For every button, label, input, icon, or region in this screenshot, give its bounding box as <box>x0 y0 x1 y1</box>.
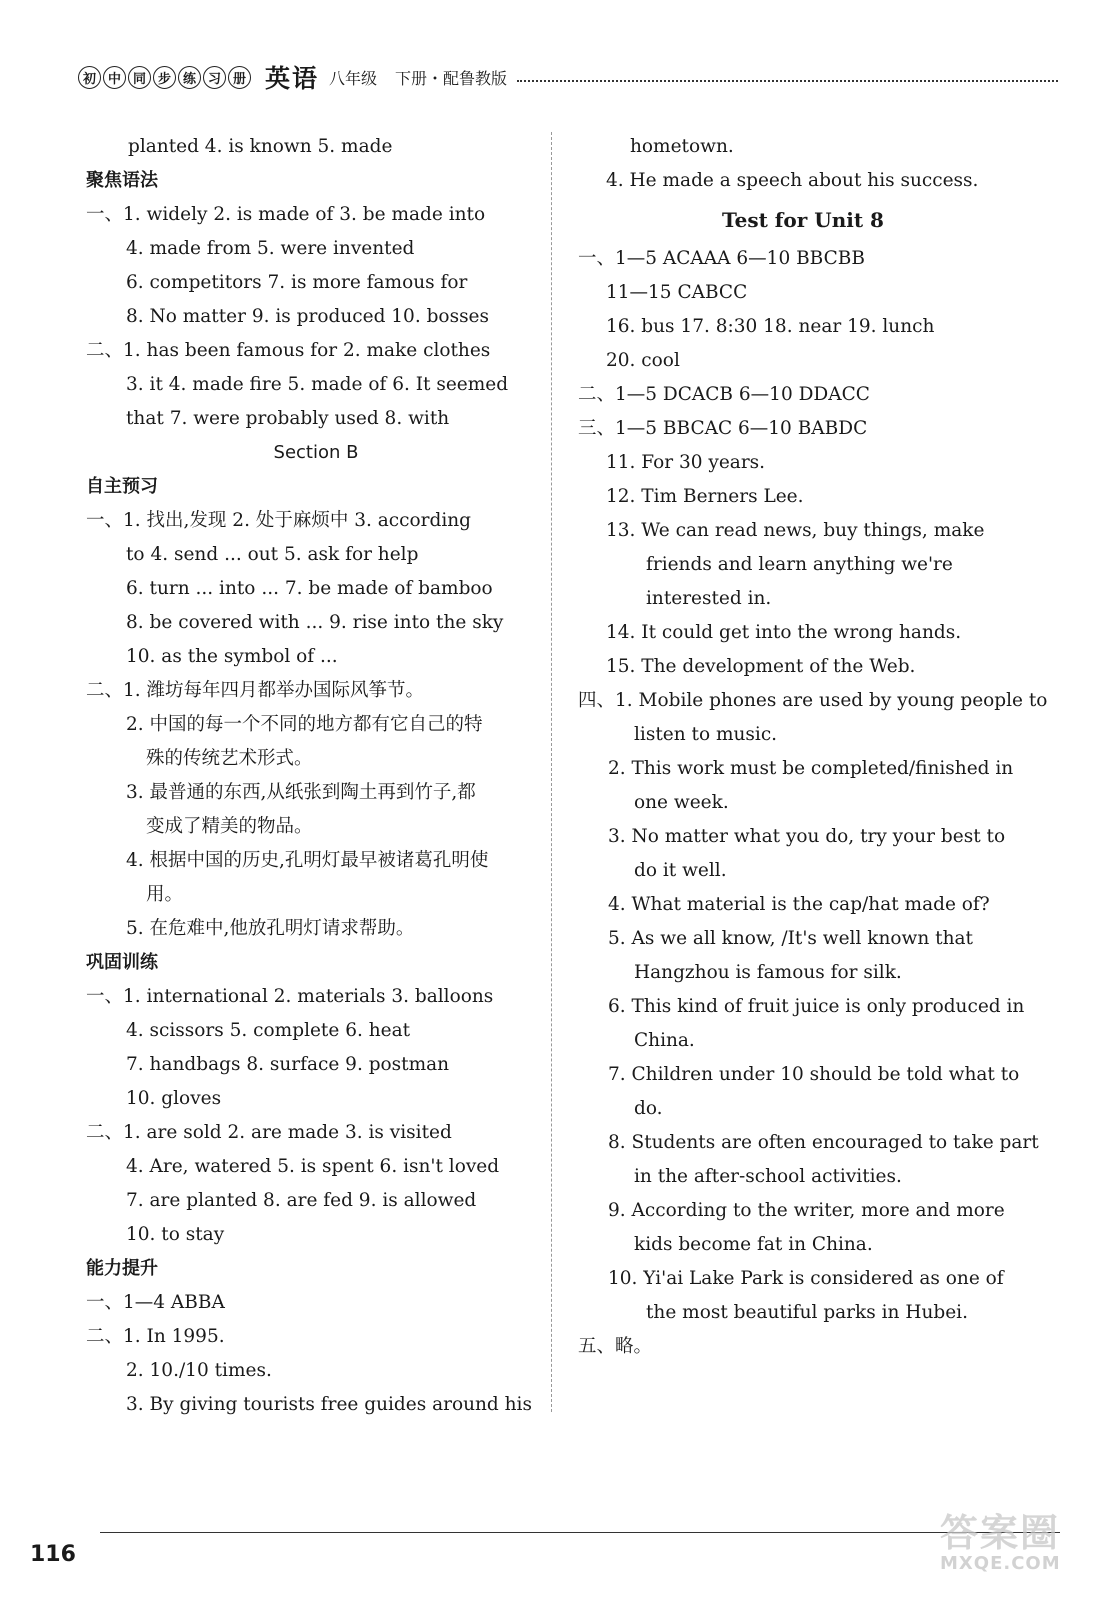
answer-text: do it well. <box>634 860 727 881</box>
answer-text: 3. it 4. made fire 5. made of 6. It seemed <box>126 374 509 395</box>
answer-line <box>86 640 546 674</box>
answer-text: in the after-school activities. <box>634 1166 902 1187</box>
answer-line <box>86 572 546 606</box>
answer-text: 2. 10./10 times. <box>126 1360 272 1381</box>
answer-line <box>578 1330 1028 1364</box>
answer-line <box>86 708 546 742</box>
answer-text: Hangzhou is famous for silk. <box>634 962 902 983</box>
left-column <box>86 130 546 1422</box>
answer-text: 8. Students are often encouraged to take part <box>608 1132 1039 1153</box>
answer-text: 7. are planted 8. are fed 9. is allowed <box>126 1190 477 1211</box>
column-divider <box>551 132 552 1412</box>
answer-text: 11. For 30 years. <box>606 452 766 473</box>
answer-line <box>86 368 546 402</box>
answer-text: 殊的传统艺术形式。 <box>146 748 313 769</box>
series-badges <box>78 66 251 89</box>
series-badge: 练 <box>178 66 201 89</box>
answer-line <box>578 378 1028 412</box>
answer-text: 3. No matter what you do, try your best to <box>608 826 1006 847</box>
answer-text: 4. made from 5. were invented <box>126 238 415 259</box>
answer-line <box>578 786 1028 820</box>
answer-text: one week. <box>634 792 729 813</box>
answer-text: 聚焦语法 <box>86 170 158 191</box>
answer-line <box>86 1320 546 1354</box>
answer-line <box>578 446 1028 480</box>
answer-line <box>578 242 1028 276</box>
page-header <box>78 60 1058 94</box>
answer-text: 二、1. In 1995. <box>86 1326 225 1347</box>
answer-line <box>578 130 1028 164</box>
answer-text: 6. competitors 7. is more famous for <box>126 272 468 293</box>
answer-line <box>86 1218 546 1252</box>
watermark-logo <box>940 1502 1090 1582</box>
section-heading <box>86 164 546 198</box>
answer-text: 10. to stay <box>126 1224 225 1245</box>
answer-text: 一、1. international 2. materials 3. balloons <box>86 986 494 1007</box>
section-heading <box>86 470 546 504</box>
answer-line <box>578 650 1028 684</box>
answer-line <box>578 616 1028 650</box>
answer-text: 自主预习 <box>86 476 158 497</box>
answer-text: the most beautiful parks in Hubei. <box>646 1302 968 1323</box>
answer-text: 五、略。 <box>578 1336 653 1357</box>
answer-text: 二、1—5 DCACB 6—10 DDACC <box>578 384 870 405</box>
page-number: 116 <box>30 1542 76 1567</box>
answer-line <box>578 412 1028 446</box>
answer-text: kids become fat in China. <box>634 1234 873 1255</box>
answer-line <box>86 504 546 538</box>
answer-line <box>86 844 546 878</box>
answer-line <box>578 310 1028 344</box>
answer-text: 9. According to the writer, more and more <box>608 1200 1005 1221</box>
answer-line <box>86 912 546 946</box>
answer-line <box>86 1048 546 1082</box>
answer-line <box>578 514 1028 548</box>
answer-text: 8. No matter 9. is produced 10. bosses <box>126 306 489 327</box>
answer-line <box>86 232 546 266</box>
answer-line <box>86 606 546 640</box>
series-badge: 中 <box>103 66 126 89</box>
answer-line <box>86 1150 546 1184</box>
answer-text: 巩固训练 <box>86 952 158 973</box>
answer-text: Test for Unit 8 <box>722 208 884 232</box>
answer-text: 四、1. Mobile phones are used by young people to <box>578 690 1048 711</box>
answer-text: hometown. <box>630 136 734 157</box>
answer-line <box>578 480 1028 514</box>
series-badge: 习 <box>203 66 226 89</box>
header-dotted-rule <box>517 80 1058 82</box>
answer-line <box>86 1354 546 1388</box>
answer-line <box>578 1296 1028 1330</box>
answer-line <box>86 1388 546 1422</box>
answer-text: 4. He made a speech about his success. <box>606 170 979 191</box>
answer-text: 12. Tim Berners Lee. <box>606 486 804 507</box>
answer-line <box>578 1160 1028 1194</box>
answer-text: 7. handbags 8. surface 9. postman <box>126 1054 450 1075</box>
answer-line <box>578 752 1028 786</box>
series-badge: 册 <box>228 66 251 89</box>
answer-text: 2. This work must be completed/finished in <box>608 758 1014 779</box>
answer-line <box>578 1058 1028 1092</box>
answer-text: friends and learn anything we're <box>646 554 953 575</box>
answer-line <box>86 1286 546 1320</box>
answer-line <box>86 334 546 368</box>
answer-text: 15. The development of the Web. <box>606 656 916 677</box>
answer-line <box>578 1092 1028 1126</box>
answer-text: 11—15 CABCC <box>606 282 748 303</box>
answer-text: 8. be covered with ... 9. rise into the sky <box>126 612 504 633</box>
answer-line <box>86 810 546 844</box>
watermark-main-text: 答案圈 <box>940 1511 1061 1555</box>
answer-line <box>578 684 1048 718</box>
answer-text: 4. What material is the cap/hat made of? <box>608 894 990 915</box>
answer-line <box>86 1184 546 1218</box>
answer-line <box>86 402 546 436</box>
answer-text: 7. Children under 10 should be told what to <box>608 1064 1020 1085</box>
answer-text: 一、1—5 ACAAA 6—10 BBCBB <box>578 248 865 269</box>
answer-line <box>86 878 546 912</box>
answer-line <box>578 956 1028 990</box>
answer-line <box>578 854 1028 888</box>
answer-line <box>578 164 1028 198</box>
answer-line <box>578 888 1028 922</box>
answer-line <box>578 820 1028 854</box>
section-heading <box>86 1252 546 1286</box>
answer-line <box>86 742 546 776</box>
answer-line <box>86 436 546 470</box>
test-title <box>578 198 1028 242</box>
answer-text: China. <box>634 1030 695 1051</box>
answer-line <box>578 344 1028 378</box>
answer-line <box>86 130 546 164</box>
answer-text: 能力提升 <box>86 1258 158 1279</box>
answer-text: do. <box>634 1098 663 1119</box>
answer-text: 二、1. 潍坊每年四月都举办国际风筝节。 <box>86 680 425 701</box>
answer-line <box>578 718 1028 752</box>
grade-label: 八年级 <box>329 68 378 88</box>
answer-text: 5. 在危难中,他放孔明灯请求帮助。 <box>126 918 415 939</box>
series-badge: 初 <box>78 66 101 89</box>
answer-line <box>86 300 546 334</box>
answer-text: 2. 中国的每一个不同的地方都有它自己的特 <box>126 714 483 735</box>
answer-text: listen to music. <box>634 724 778 745</box>
answer-line <box>578 1262 1028 1296</box>
answer-text: 一、1—4 ABBA <box>86 1292 225 1313</box>
answer-line <box>86 674 546 708</box>
answer-text: 三、1—5 BBCAC 6—10 BABDC <box>578 418 868 439</box>
answer-text: 20. cool <box>606 350 680 371</box>
answer-text: 13. We can read news, buy things, make <box>606 520 985 541</box>
answer-line <box>578 922 1028 956</box>
answer-line <box>86 1082 546 1116</box>
answer-text: 10. Yi'ai Lake Park is considered as one of <box>608 1268 1004 1289</box>
answer-text: 5. As we all know, /It's well known that <box>608 928 973 949</box>
answer-text: interested in. <box>646 588 772 609</box>
page-footer <box>30 1532 1030 1572</box>
answer-line <box>86 198 546 232</box>
answer-line <box>86 1014 546 1048</box>
answer-line <box>578 1024 1028 1058</box>
answer-line <box>578 990 1028 1024</box>
answer-text: 4. 根据中国的历史,孔明灯最早被诸葛孔明使 <box>126 850 489 871</box>
answer-line <box>86 980 546 1014</box>
answer-line <box>86 266 546 300</box>
answer-text: 16. bus 17. 8:30 18. near 19. lunch <box>606 316 935 337</box>
series-badge: 步 <box>153 66 176 89</box>
subject-title: 英语 <box>265 64 320 93</box>
answer-text: to 4. send ... out 5. ask for help <box>126 544 419 565</box>
answer-text: 一、1. widely 2. is made of 3. be made into <box>86 204 486 225</box>
answer-line <box>578 548 1028 582</box>
answer-line <box>578 1126 1039 1160</box>
answer-text: 10. as the symbol of ... <box>126 646 338 667</box>
answer-text: 二、1. are sold 2. are made 3. is visited <box>86 1122 452 1143</box>
answer-line <box>86 1116 546 1150</box>
answer-text: 3. 最普通的东西,从纸张到陶土再到竹子,都 <box>126 782 476 803</box>
answer-text: 二、1. has been famous for 2. make clothes <box>86 340 491 361</box>
answer-text: 6. turn ... into ... 7. be made of bamboo <box>126 578 493 599</box>
series-badge: 同 <box>128 66 151 89</box>
answer-text: 10. gloves <box>126 1088 222 1109</box>
answer-text: 4. Are, watered 5. is spent 6. isn't loved <box>126 1156 500 1177</box>
answer-text: 6. This kind of fruit juice is only produced in <box>608 996 1025 1017</box>
answer-text: 3. By giving tourists free guides around his <box>126 1394 532 1415</box>
edition-label: 下册・配鲁教版 <box>395 68 508 88</box>
answer-text: planted 4. is known 5. made <box>128 136 393 157</box>
footer-rule <box>100 1532 1060 1533</box>
answer-text: that 7. were probably used 8. with <box>126 408 450 429</box>
answer-line <box>578 582 1028 616</box>
answer-text: 变成了精美的物品。 <box>146 816 313 837</box>
right-column <box>578 130 1048 1364</box>
answer-line <box>578 1228 1028 1262</box>
answer-line <box>86 776 546 810</box>
answer-line <box>578 276 1028 310</box>
answer-text: 一、1. 找出,发现 2. 处于麻烦中 3. according <box>86 510 471 531</box>
answer-line <box>578 1194 1028 1228</box>
answer-text: Section B <box>273 442 359 463</box>
watermark-sub-text: MXQE.COM <box>940 1553 1061 1574</box>
answer-line <box>86 538 546 572</box>
answer-text: 14. It could get into the wrong hands. <box>606 622 962 643</box>
answer-text: 用。 <box>146 884 184 905</box>
answer-text: 4. scissors 5. complete 6. heat <box>126 1020 411 1041</box>
section-heading <box>86 946 546 980</box>
